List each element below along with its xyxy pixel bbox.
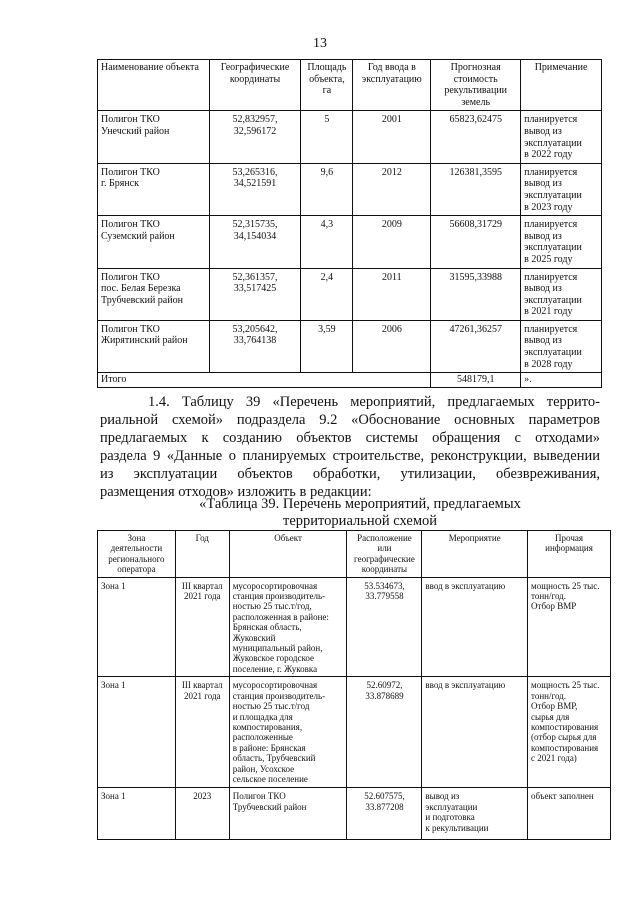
coordinates-cell xyxy=(209,216,301,268)
location-cell xyxy=(347,788,422,840)
coordinates-cell-line: 53,265316, xyxy=(232,166,278,178)
object-cell-line: муниципальный район, xyxy=(232,643,323,654)
reclamation-cost-cell-line: 65823,62475 xyxy=(449,114,502,126)
reclamation-cost-cell-line: 56608,31729 xyxy=(449,219,502,231)
note-cell-line: эксплуатации xyxy=(524,189,582,201)
note-cell-line: в 2025 году xyxy=(524,253,573,265)
note-cell-line: планируется xyxy=(524,219,578,231)
object-cell-line: Жуковский xyxy=(232,632,276,643)
header-zone-line: Зона xyxy=(127,533,146,543)
zone-cell-line: Зона 1 xyxy=(101,791,126,802)
object-name-cell-line: Трубчевский район xyxy=(101,294,183,306)
commission-year-cell-line: 2006 xyxy=(381,323,402,335)
object-name-cell xyxy=(98,163,210,215)
measures-table xyxy=(97,530,611,840)
measure-cell-line: к рекультивации xyxy=(425,822,489,833)
location-cell xyxy=(347,577,422,677)
area-cell xyxy=(301,163,353,215)
measure-cell xyxy=(422,677,528,788)
commission-year-cell xyxy=(353,320,431,372)
other-info-cell-line: мощность 25 тыс. xyxy=(531,680,600,691)
header-zone-line: регионального xyxy=(108,553,165,564)
paragraph-line: предлагаемых к созданию объектов системы обращения с отходами» xyxy=(100,430,600,446)
coordinates-cell xyxy=(209,320,301,372)
paragraph-line: из эксплуатации объектов обработки, утилизации, обезвреживания, xyxy=(100,466,600,482)
area-cell xyxy=(301,268,353,320)
header-location-line: координаты xyxy=(361,564,408,575)
total-value xyxy=(431,373,521,388)
object-cell-line: Жуковское городское xyxy=(232,653,315,664)
object-name-cell-line: Суземский район xyxy=(101,230,175,242)
year-cell-line: III квартал xyxy=(181,680,223,691)
measure-cell-line: и подготовка xyxy=(425,812,475,823)
table-row xyxy=(98,320,602,372)
area-cell xyxy=(301,216,353,268)
note-cell xyxy=(521,268,602,320)
coordinates-cell xyxy=(209,163,301,215)
header-object-line: Объект xyxy=(274,533,302,543)
table-caption xyxy=(150,496,570,530)
reclamation-cost-cell-line: 47261,36257 xyxy=(449,323,502,335)
caption-line: территориальной схемой xyxy=(283,513,437,529)
coordinates-cell xyxy=(209,111,301,163)
commission-year-cell-line: 2009 xyxy=(381,219,402,231)
paragraph-line: 1.4. Таблицу 39 «Перечень мероприятий, предлагаемых террито- xyxy=(148,394,600,410)
header-reclamation-cost: Прогнозная стоимость рекультивации земель xyxy=(431,60,521,111)
landfill-table-header xyxy=(98,60,602,111)
commission-year-cell xyxy=(353,163,431,215)
object-cell-line: сельское поселение xyxy=(232,773,308,784)
coordinates-cell-line: 52,832957, xyxy=(232,114,278,126)
zone-cell xyxy=(98,577,176,677)
reclamation-cost-cell xyxy=(431,111,521,163)
object-cell-line: мусоросортировочная xyxy=(232,680,318,691)
area-cell-line: 5 xyxy=(324,114,330,126)
location-cell-line: 33.877208 xyxy=(365,801,404,812)
year-cell-line: III квартал xyxy=(181,580,223,591)
coordinates-cell-line: 32,596172 xyxy=(233,125,277,137)
note-cell-line: вывод из xyxy=(524,178,562,190)
other-info-cell-line: сырья для xyxy=(531,711,570,722)
table-row xyxy=(98,788,611,840)
table-row xyxy=(98,111,602,163)
total-value-line: 548179,1 xyxy=(456,374,495,386)
paragraph-line: раздела 9 «Данные о планируемых строительстве, реконструкции, выведении xyxy=(100,448,600,464)
paragraph-line: размещения отходов» изложить в редакции: xyxy=(100,484,372,500)
reclamation-cost-cell xyxy=(431,320,521,372)
note-cell-line: планируется xyxy=(524,323,578,335)
note-cell-line: эксплуатации xyxy=(524,347,582,359)
object-cell xyxy=(229,577,347,677)
other-info-cell-line: Отбор ВМР, xyxy=(531,701,578,712)
location-cell-line: 53.534673, xyxy=(364,580,405,591)
header-location-line: Расположение xyxy=(357,533,412,543)
total-note xyxy=(521,373,602,388)
header-location xyxy=(347,531,422,578)
reclamation-cost-cell-line: 31595,33988 xyxy=(449,271,502,283)
note-cell-line: планируется xyxy=(524,271,578,283)
note-cell-line: эксплуатации xyxy=(524,294,582,306)
total-label xyxy=(98,373,431,388)
area-cell xyxy=(301,111,353,163)
object-cell-line: район, Усохское xyxy=(232,763,295,774)
header-location-line: или xyxy=(377,543,392,554)
measure-cell xyxy=(422,788,528,840)
other-info-cell xyxy=(528,677,611,788)
measure-cell-line: ввод в эксплуатацию xyxy=(425,680,506,691)
measures-table-header xyxy=(98,531,611,578)
page-number: 13 xyxy=(313,36,327,51)
table-row xyxy=(98,216,602,268)
commission-year-cell xyxy=(353,111,431,163)
other-info-cell xyxy=(528,577,611,677)
note-cell-line: планируется xyxy=(524,114,578,126)
header-year-line: Год xyxy=(195,533,209,543)
coordinates-cell-line: 33,517425 xyxy=(233,283,277,295)
object-name-cell xyxy=(98,268,210,320)
note-cell-line: планируется xyxy=(524,166,578,178)
object-name-cell-line: пос. Белая Березка xyxy=(101,283,181,295)
note-cell xyxy=(521,111,602,163)
other-info-cell-line: (отбор сырья для xyxy=(531,732,597,743)
header-year xyxy=(175,531,229,578)
object-cell-line: и площадка для xyxy=(232,711,293,722)
area-cell-line: 4,3 xyxy=(320,219,334,231)
table-row xyxy=(98,268,602,320)
header-area: Площадь объекта, га xyxy=(301,60,353,111)
measure-cell xyxy=(422,577,528,677)
year-cell-line: 2023 xyxy=(193,791,212,802)
object-name-cell-line: Полигон ТКО xyxy=(101,166,160,178)
object-cell-line: расположенные xyxy=(232,732,293,743)
header-measure-line: Мероприятие xyxy=(448,533,501,543)
object-cell-line: ностью 25 тыс.т/год, xyxy=(232,601,312,612)
object-cell-line: поселение, г. Жуковка xyxy=(232,663,318,674)
table-row xyxy=(98,677,611,788)
header-other-info-line: Прочая xyxy=(555,533,583,543)
year-cell xyxy=(175,788,229,840)
commission-year-cell xyxy=(353,216,431,268)
measure-cell-line: вывод из xyxy=(425,791,460,802)
other-info-cell-line: объект заполнен xyxy=(531,791,594,802)
year-cell-line: 2021 года xyxy=(184,690,221,701)
caption-line: «Таблица 39. Перечень мероприятий, предлагаемых xyxy=(199,496,521,512)
note-cell-line: вывод из xyxy=(524,125,562,137)
area-cell-line: 2,4 xyxy=(320,271,334,283)
note-cell xyxy=(521,320,602,372)
note-cell xyxy=(521,163,602,215)
paragraph-line: риальной схемой» подраздела 9.2 «Обоснование основных параметров xyxy=(100,412,600,428)
other-info-cell-line: мощность 25 тыс. xyxy=(531,580,600,591)
commission-year-cell-line: 2011 xyxy=(382,271,402,283)
other-info-cell-line: компостирования xyxy=(531,742,599,753)
note-cell-line: эксплуатации xyxy=(524,137,582,149)
table-row xyxy=(98,163,602,215)
object-cell-line: в районе: Брянская xyxy=(232,742,306,753)
year-cell xyxy=(175,677,229,788)
object-cell-line: станция производитель- xyxy=(232,591,326,602)
zone-cell xyxy=(98,788,176,840)
location-cell-line: 33.878689 xyxy=(365,690,404,701)
coordinates-cell xyxy=(209,268,301,320)
amendment-paragraph xyxy=(100,393,600,501)
commission-year-cell xyxy=(353,268,431,320)
object-cell-line: расположенная в районе: xyxy=(232,611,329,622)
note-cell-line: вывод из xyxy=(524,230,562,242)
object-name-cell-line: Полигон ТКО xyxy=(101,114,160,126)
other-info-cell-line: тонн/год. xyxy=(531,690,567,701)
note-cell-line: в 2023 году xyxy=(524,201,573,213)
object-cell-line: станция производитель- xyxy=(232,690,326,701)
object-name-cell-line: Жирятинский район xyxy=(101,335,188,347)
other-info-cell-line: тонн/год. xyxy=(531,591,567,602)
coordinates-cell-line: 34,154034 xyxy=(233,230,277,242)
location-cell-line: 52.60972, xyxy=(366,680,403,691)
header-note: Примечание xyxy=(521,60,602,111)
coordinates-cell-line: 52,315735, xyxy=(232,219,278,231)
object-name-cell-line: Полигон ТКО xyxy=(101,271,160,283)
reclamation-cost-cell xyxy=(431,216,521,268)
commission-year-cell-line: 2012 xyxy=(381,166,402,178)
note-cell-line: в 2028 году xyxy=(524,358,573,370)
reclamation-cost-cell xyxy=(431,163,521,215)
object-cell-line: Трубчевский район xyxy=(232,801,307,812)
year-cell-line: 2021 года xyxy=(184,591,221,602)
header-location-line: географические xyxy=(354,553,415,564)
object-cell xyxy=(229,788,347,840)
object-name-cell xyxy=(98,216,210,268)
reclamation-cost-cell-line: 126381,3595 xyxy=(449,166,502,178)
measure-cell-line: ввод в эксплуатацию xyxy=(425,580,506,591)
object-cell-line: Брянская область, xyxy=(232,622,302,633)
coordinates-cell-line: 52,361357, xyxy=(232,271,278,283)
note-cell-line: вывод из xyxy=(524,335,562,347)
object-name-cell-line: г. Брянск xyxy=(101,178,139,190)
header-measure xyxy=(422,531,528,578)
note-cell-line: в 2022 году xyxy=(524,149,573,161)
zone-cell-line: Зона 1 xyxy=(101,680,126,691)
header-other-info-line: информация xyxy=(545,543,593,554)
year-cell xyxy=(175,577,229,677)
object-name-cell-line: Полигон ТКО xyxy=(101,219,160,231)
coordinates-cell-line: 34,521591 xyxy=(233,178,277,190)
total-label-line: Итого xyxy=(101,374,127,386)
object-cell-line: мусоросортировочная xyxy=(232,580,318,591)
commission-year-cell-line: 2001 xyxy=(381,114,402,126)
header-object xyxy=(229,531,347,578)
note-cell-line: в 2021 году xyxy=(524,306,573,318)
header-zone-line: оператора xyxy=(117,564,156,575)
other-info-cell-line: компостирования xyxy=(531,721,599,732)
measure-cell-line: эксплуатации xyxy=(425,801,478,812)
zone-cell-line: Зона 1 xyxy=(101,580,126,591)
reclamation-cost-cell xyxy=(431,268,521,320)
total-note-line: ». xyxy=(524,374,532,386)
table-row xyxy=(98,577,611,677)
object-cell-line: Полигон ТКО xyxy=(232,791,286,802)
coordinates-cell-line: 53,205642, xyxy=(232,323,278,335)
header-other-info xyxy=(528,531,611,578)
other-info-cell-line: Отбор ВМР xyxy=(531,601,577,612)
note-cell-line: вывод из xyxy=(524,283,562,295)
area-cell-line: 3,59 xyxy=(318,323,336,335)
total-row xyxy=(98,373,602,388)
object-name-cell xyxy=(98,320,210,372)
object-name-cell-line: Полигон ТКО xyxy=(101,323,160,335)
object-cell-line: ностью 25 тыс.т/год xyxy=(232,701,310,712)
header-object-name: Наименование объекта xyxy=(98,60,210,111)
header-commission-year: Год ввода в эксплуатацию xyxy=(353,60,431,111)
area-cell-line: 9,6 xyxy=(320,166,334,178)
object-cell-line: область, Трубчевский xyxy=(232,753,316,764)
landfill-table xyxy=(97,59,602,388)
location-cell-line: 52.607575, xyxy=(364,791,405,802)
object-name-cell xyxy=(98,111,210,163)
location-cell xyxy=(347,677,422,788)
zone-cell xyxy=(98,677,176,788)
object-cell xyxy=(229,677,347,788)
object-cell-line: компостирования, xyxy=(232,721,303,732)
coordinates-cell-line: 33,764138 xyxy=(233,335,277,347)
object-name-cell-line: Унечский район xyxy=(101,125,170,137)
other-info-cell-line: с 2021 года) xyxy=(531,753,577,764)
note-cell xyxy=(521,216,602,268)
other-info-cell xyxy=(528,788,611,840)
header-coordinates: Географические координаты xyxy=(209,60,301,111)
location-cell-line: 33.779558 xyxy=(365,591,404,602)
header-zone xyxy=(98,531,176,578)
note-cell-line: эксплуатации xyxy=(524,242,582,254)
header-zone-line: деятельности xyxy=(110,543,163,554)
area-cell xyxy=(301,320,353,372)
